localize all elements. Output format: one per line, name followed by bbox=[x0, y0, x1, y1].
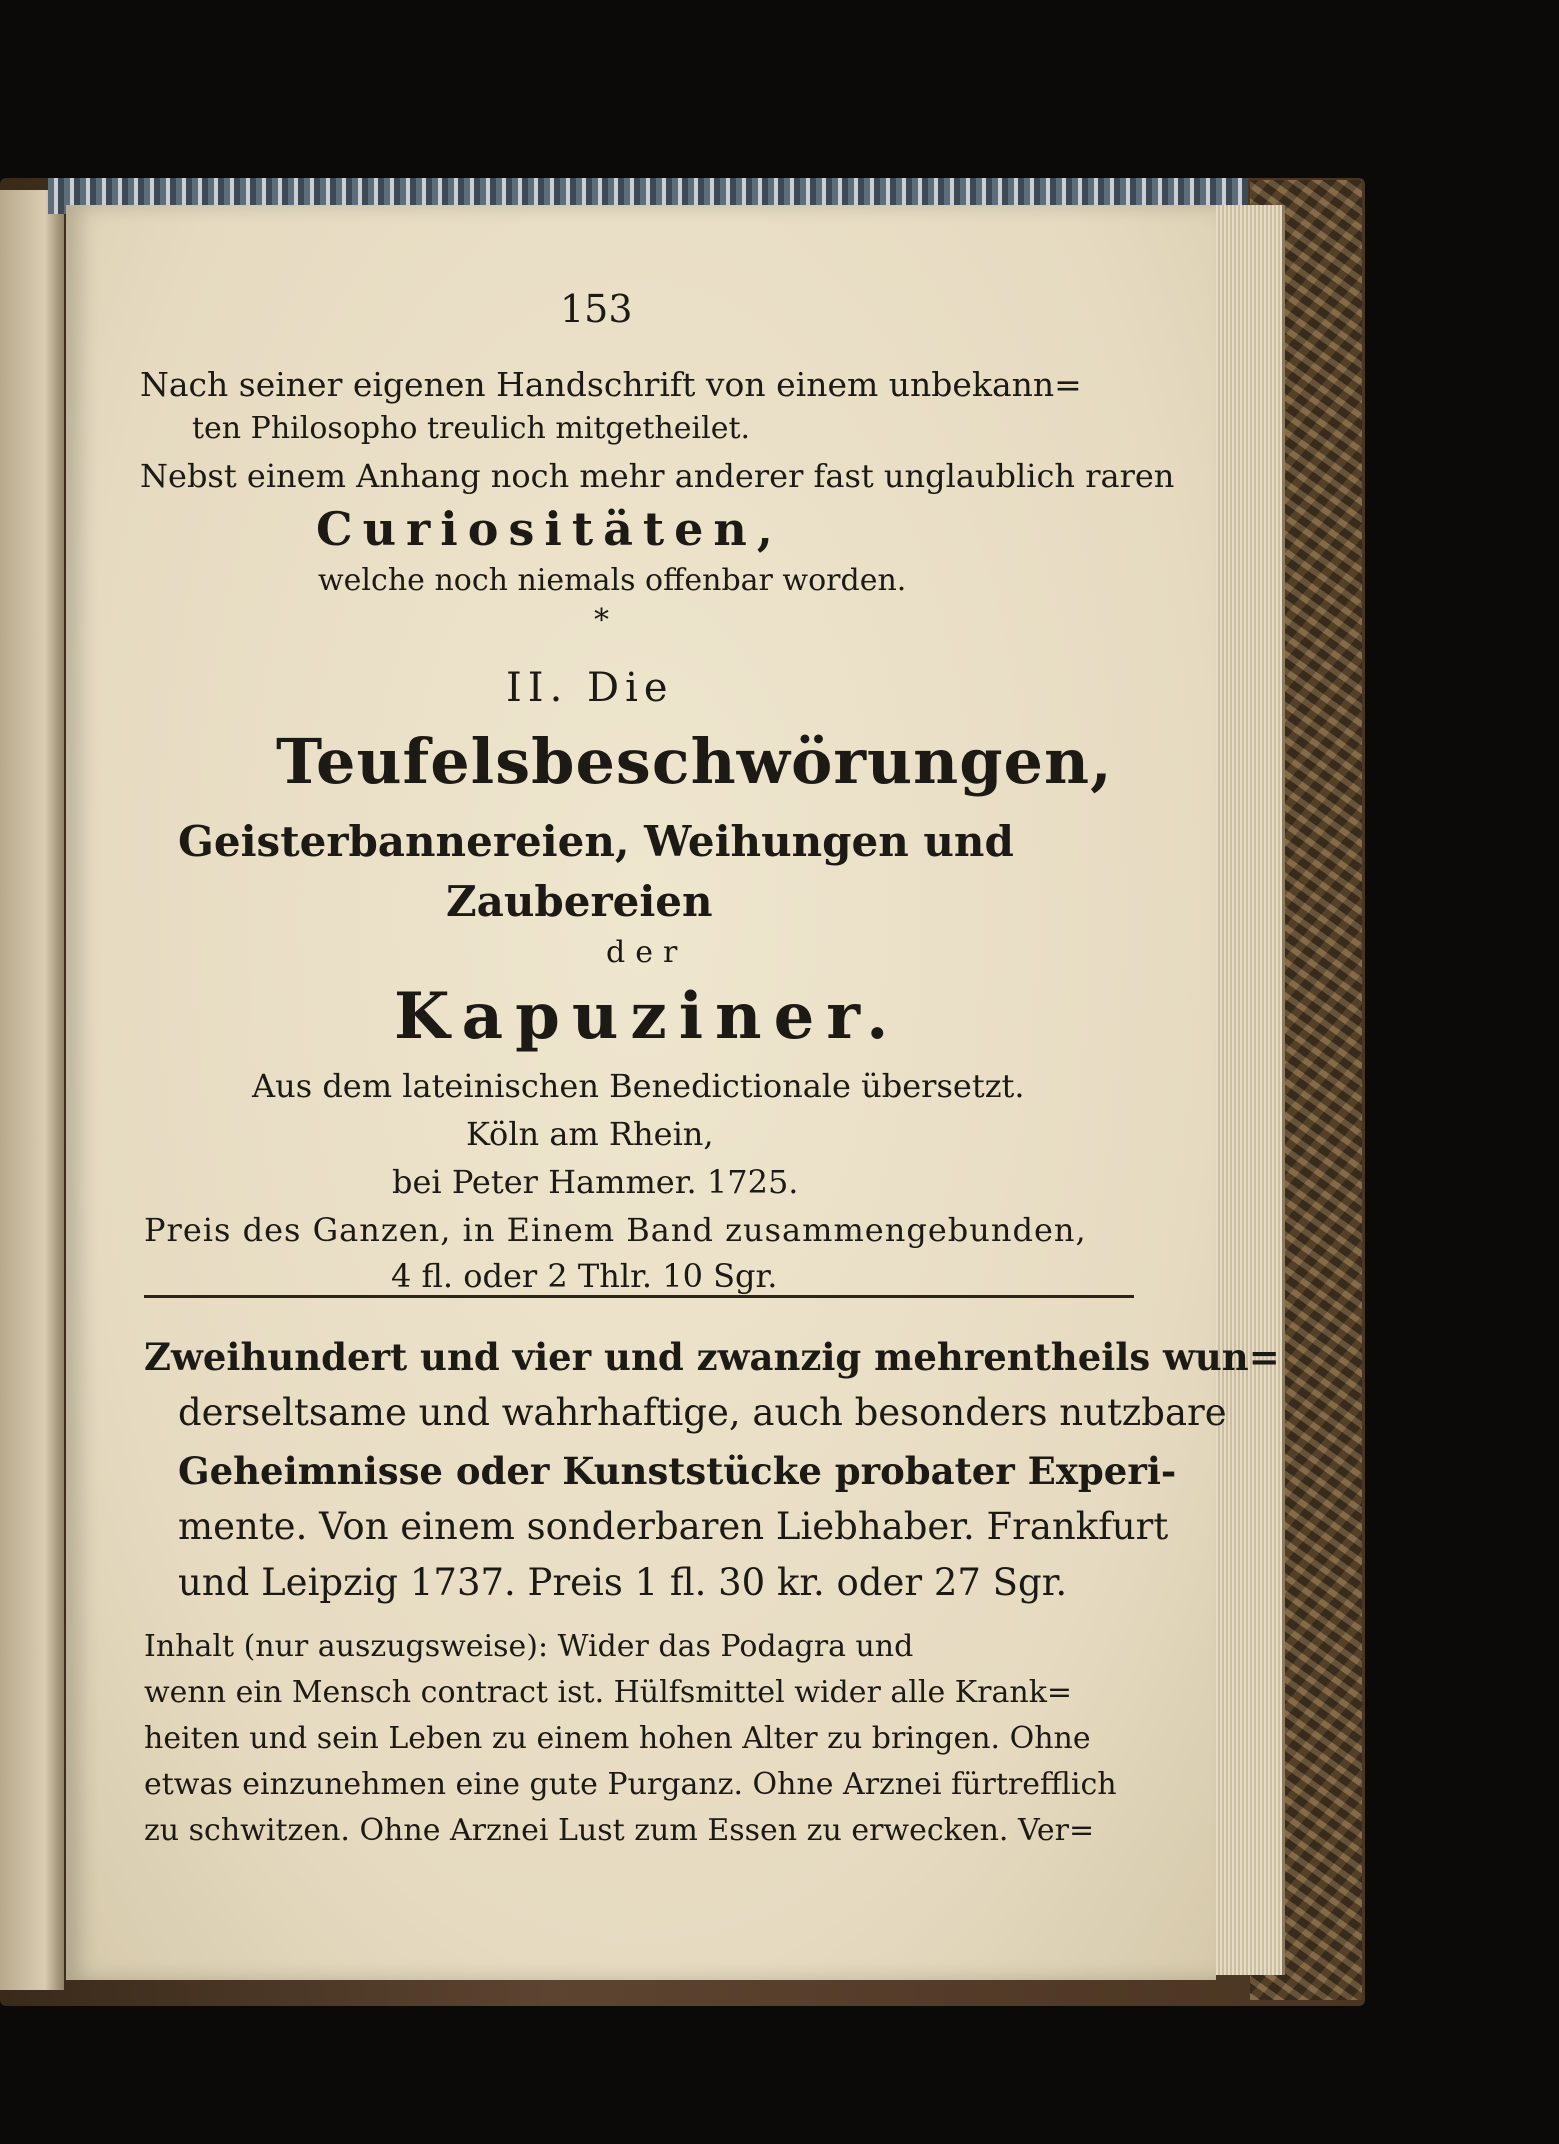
price-amount: 4 fl. oder 2 Thlr. 10 Sgr. bbox=[391, 1257, 778, 1295]
entry-line-4: mente. Von einem sonderbaren Liebhaber. Frankfurt bbox=[178, 1505, 1169, 1548]
contents-line-2: wenn ein Mensch contract ist. Hülfsmittel wider alle Krank= bbox=[144, 1675, 1073, 1710]
header-line-2: ten Philosopho treulich mitgetheilet. bbox=[192, 411, 751, 446]
contents-line-5: zu schwitzen. Ohne Arznei Lust zum Essen zu erwecken. Ver= bbox=[144, 1813, 1095, 1848]
main-title: Teufelsbeschwörungen, bbox=[276, 725, 1113, 798]
page-number: 153 bbox=[560, 287, 633, 331]
left-page-edge bbox=[0, 190, 64, 1990]
title-line-f: Aus dem lateinischen Benedictionale übersetzt. bbox=[252, 1067, 1025, 1105]
page-edges bbox=[1212, 205, 1285, 1975]
header-line-4: Curiositäten, bbox=[316, 502, 783, 556]
title-line-c: Zaubereien bbox=[446, 877, 713, 926]
entry-line-1: Zweihundert und vier und zwanzig mehrentheils wun= bbox=[144, 1335, 1280, 1379]
entry-line-3: Geheimnisse oder Kunststücke probater Experi- bbox=[178, 1449, 1177, 1493]
title-line-e: Kapuziner. bbox=[394, 979, 901, 1054]
book-page bbox=[66, 205, 1280, 1980]
title-line-h: bei Peter Hammer. 1725. bbox=[392, 1163, 799, 1201]
header-line-5: welche noch niemals offenbar worden. bbox=[318, 563, 907, 598]
title-part: II. Die bbox=[506, 665, 674, 711]
title-line-b: Geisterbannereien, Weihungen und bbox=[178, 817, 1014, 866]
contents-line-1: Inhalt (nur auszugsweise): Wider das Podagra und bbox=[144, 1629, 914, 1664]
contents-line-4: etwas einzunehmen eine gute Purganz. Ohne Arznei fürtrefflich bbox=[144, 1767, 1117, 1802]
entry-line-2: derseltsame und wahrhaftige, auch besonders nutzbare bbox=[178, 1391, 1227, 1434]
divider-rule bbox=[144, 1295, 1134, 1298]
title-line-d: der bbox=[606, 935, 688, 970]
contents-line-3: heiten und sein Leben zu einem hohen Alter zu bringen. Ohne bbox=[144, 1721, 1091, 1756]
ornament-star: * bbox=[594, 603, 609, 638]
title-line-g: Köln am Rhein, bbox=[466, 1115, 714, 1153]
header-line-1: Nach seiner eigenen Handschrift von einem unbekann= bbox=[140, 365, 1082, 404]
price-line: Preis des Ganzen, in Einem Band zusammengebunden, bbox=[144, 1211, 1087, 1249]
entry-line-5: und Leipzig 1737. Preis 1 fl. 30 kr. oder 27 Sgr. bbox=[178, 1561, 1068, 1604]
header-line-3: Nebst einem Anhang noch mehr anderer fast unglaublich raren bbox=[140, 457, 1175, 495]
